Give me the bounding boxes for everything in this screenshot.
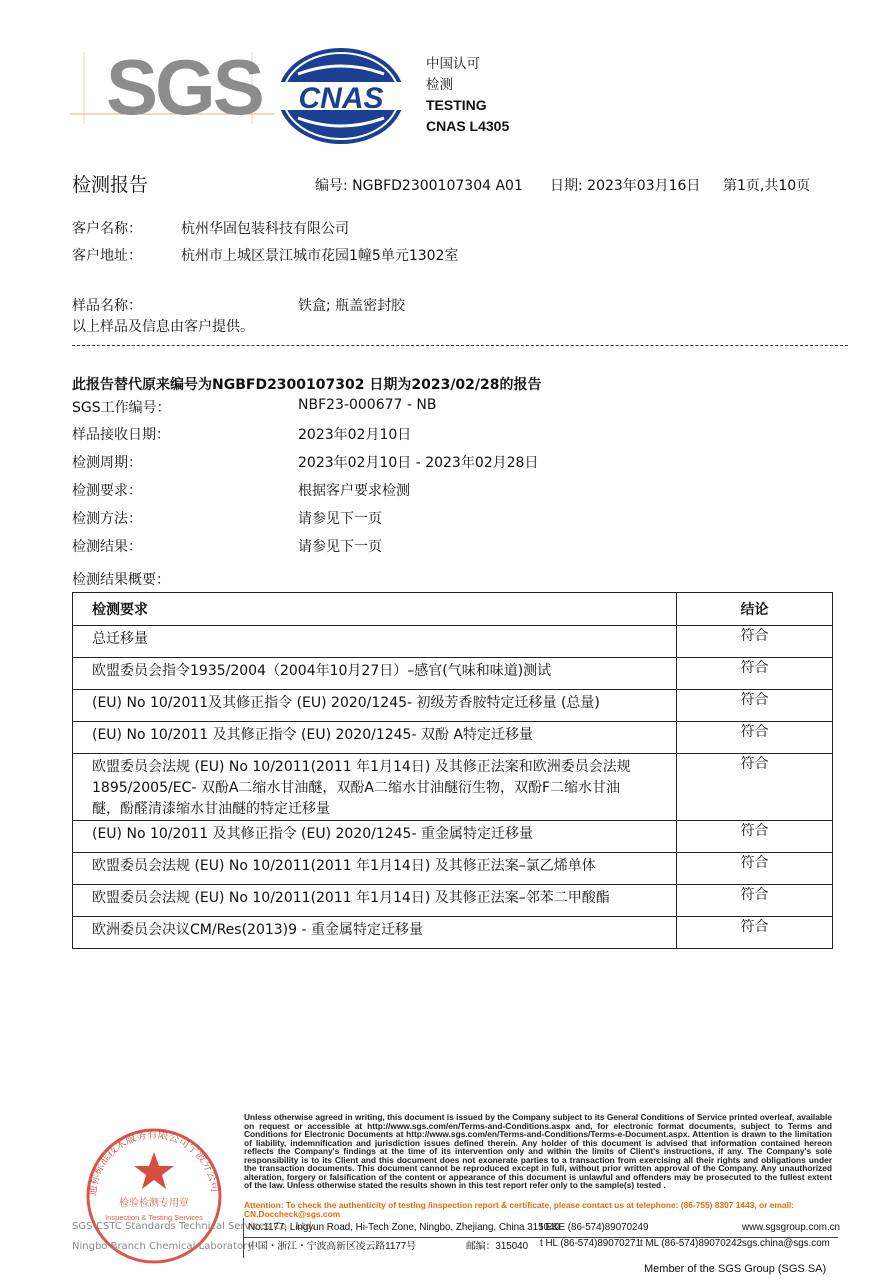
client-address-label: 客户地址： (72, 248, 142, 264)
stamp-label-company: SGS-CSTC Standards Technical Services Co., Ltd. (72, 1221, 315, 1232)
conclusion-cell: 符合 (677, 821, 833, 853)
sample-name: 铁盒; 瓶盖密封胶 (298, 298, 406, 314)
website-link[interactable]: www.sgsgroup.com.cn (742, 1222, 841, 1233)
requirement-cell: 欧洲委员会决议CM/Res(2013)9 - 重金属特定迁移量 (73, 917, 677, 949)
table-row (73, 722, 833, 754)
footer-vertical-rule (243, 1218, 244, 1258)
detail-label: 检测方法： (72, 511, 142, 527)
stamp-english-text: Inspection & Testing Services (105, 1213, 203, 1222)
requirement-cell: (EU) No 10/2011 及其修正指令 (EU) 2020/1245- 双酚 A特定迁移量 (73, 722, 677, 754)
email-link[interactable]: sgs.china@sgs.com (742, 1238, 830, 1249)
detail-value: 2023年02月10日 - 2023年02月28日 (298, 455, 539, 471)
accreditation-block (426, 54, 509, 136)
legal-disclaimer: Unless otherwise agreed in writing, this document is issued by the Company subject to its General Conditions of Service printed overleaf, available on request or accessible at http://www.sgs.com/en/Terms-and-Conditions.aspx and, for electronic format documents, subject to Terms and Conditions for Electronic Documents at http://www.sgs.com/en/Terms-and-Conditions/Terms-e-Document.aspx. Attention is drawn to the limitation of liability, indemnification and jurisdiction issues defined therein. Any holder of this document is advised that information contained hereon reflects the Company's findings at the time of its intervention only and within the limits of Client's instructions, if any. The Company's sole responsibility is to its Client and this document does not exonerate parties to a transaction from exercising all their rights and obligations under the transaction documents. This document cannot be reproduced except in full, without prior written approval of the Company. Any unauthorized alteration, forgery or falsification of the content or appearance of this document is unlawful and offenders may be prosecuted to the fullest extent of the law. Unless otherwise stated the results shown in this test report refer only to the sample(s) tested . (244, 1112, 832, 1190)
client-name: 杭州华固包装科技有限公司 (181, 221, 349, 237)
detail-label: 检测结果： (72, 539, 142, 555)
detail-value: 2023年02月10日 (298, 427, 412, 443)
table-row (73, 658, 833, 690)
report-date-label: 日期: (550, 178, 583, 194)
detail-value: NBF23-000677 - NB (298, 397, 437, 413)
table-row (73, 853, 833, 885)
detail-value: 根据客户要求检测 (298, 483, 410, 499)
cnas-logo (276, 46, 406, 146)
col-conclusion-header: 结论 (677, 593, 833, 626)
summary-table (72, 592, 833, 949)
authenticity-notice: Attention: To check the authenticity of testing /inspection report & certificate, please contact us at telephone: (86-755) 8307 1443, or email: CN.Doccheck@sgs.com (244, 1200, 794, 1219)
conclusion-cell: 符合 (677, 885, 833, 917)
client-name-label: 客户名称： (72, 221, 142, 237)
table-row (73, 885, 833, 917)
conclusion-cell: 符合 (677, 626, 833, 658)
requirement-cell: 总迁移量 (73, 626, 677, 658)
replace-note: 此报告替代原来编号为NGBFD2300107302 日期为2023/02/28的报告 (72, 377, 542, 393)
tel-hl: t HL (86-574)89070271 (540, 1238, 641, 1249)
report-number (315, 175, 523, 195)
requirement-cell: (EU) No 10/2011 及其修正指令 (EU) 2020/1245- 重金属特定迁移量 (73, 821, 677, 853)
col-requirement-header: 检测要求 (73, 593, 677, 626)
detail-value: 请参见下一页 (298, 539, 382, 555)
cnas-logo-text: CNAS (298, 82, 384, 115)
address-cn: 中国・浙江・宁波高新区凌云路1177号 (248, 1241, 417, 1252)
conclusion-cell: 符合 (677, 658, 833, 690)
requirement-cell: 欧盟委员会法规 (EU) No 10/2011(2011 年1月14日) 及其修正法案–邻苯二甲酸酯 (73, 885, 677, 917)
report-number-label: 编号: (315, 178, 348, 194)
table-row (73, 626, 833, 658)
detail-label: 检测周期： (72, 455, 142, 471)
conclusion-cell: 符合 (677, 722, 833, 754)
page-indicator: 第1页,共10页 (723, 178, 811, 194)
conclusion-cell: 符合 (677, 754, 833, 821)
report-date (550, 175, 700, 195)
accreditation-line: CNAS L4305 (426, 117, 510, 134)
summary-title: 检测结果概要： (72, 572, 170, 588)
accreditation-line: TESTING (426, 97, 487, 113)
stamp-center-text: 检验检测专用章 (119, 1198, 189, 1209)
report-date-value: 2023年03月16日 (587, 178, 701, 194)
detail-label: 检测要求： (72, 483, 142, 499)
accreditation-line: 检测 (426, 76, 453, 93)
table-row (73, 754, 833, 821)
requirement-cell: 欧盟委员会法规 (EU) No 10/2011(2011 年1月14日) 及其修正法案和欧洲委员会法规1895/2005/EC- 双酚A二缩水甘油醚，双酚A二缩水甘油醚衍生物，双酚F二缩水甘油醚，酚醛清漆缩水甘油醚的特定迁移量 (73, 754, 677, 821)
sample-name-label: 样品名称： (72, 298, 142, 314)
requirement-cell: 欧盟委员会指令1935/2004（2004年10月27日）–感官(气味和味道)测试 (73, 658, 677, 690)
table-row (73, 690, 833, 722)
detail-label: SGS工作编号： (72, 400, 171, 416)
divider (72, 345, 848, 346)
table-header-row (73, 593, 833, 626)
requirement-cell: (EU) No 10/2011及其修正指令 (EU) 2020/1245- 初级芳香胺特定迁移量 (总量) (73, 690, 677, 722)
sgs-logo-text: SGS (106, 52, 262, 124)
postcode-cn: 邮编：315040 (466, 1241, 529, 1252)
detail-value: 请参见下一页 (298, 511, 382, 527)
conclusion-cell: 符合 (677, 853, 833, 885)
accreditation-line: 中国认可 (426, 56, 480, 72)
report-title: 检测报告 (72, 174, 149, 196)
member-line: Member of the SGS Group (SGS SA) (644, 1263, 827, 1275)
tel-ee: t E&E (86-574)89070249 (540, 1222, 649, 1233)
requirement-cell: 欧盟委员会法规 (EU) No 10/2011(2011 年1月14日) 及其修正法案–氯乙烯单体 (73, 853, 677, 885)
sample-note: 以上样品及信息由客户提供。 (72, 319, 254, 335)
client-address: 杭州市上城区景江城市花园1幢5单元1302室 (181, 248, 459, 264)
table-row (73, 917, 833, 949)
conclusion-cell: 符合 (677, 917, 833, 949)
stamp-circle-text: 通标标准技术服务有限公司宁波分公司 (86, 1128, 222, 1197)
report-number-value: NGBFD2300107304 A01 (352, 178, 523, 194)
tel-ml: t ML (86-574)89070242 (640, 1238, 743, 1249)
table-row (73, 821, 833, 853)
sgs-logo (70, 52, 275, 124)
conclusion-cell: 符合 (677, 690, 833, 722)
stamp-label-lab: Ningbo Branch Chemical Laboratory (72, 1241, 254, 1252)
detail-label: 样品接收日期： (72, 427, 170, 443)
address-en: No.1177, Lingyun Road, Hi-Tech Zone, Ningbo, Zhejiang, China 315040 (248, 1222, 560, 1233)
